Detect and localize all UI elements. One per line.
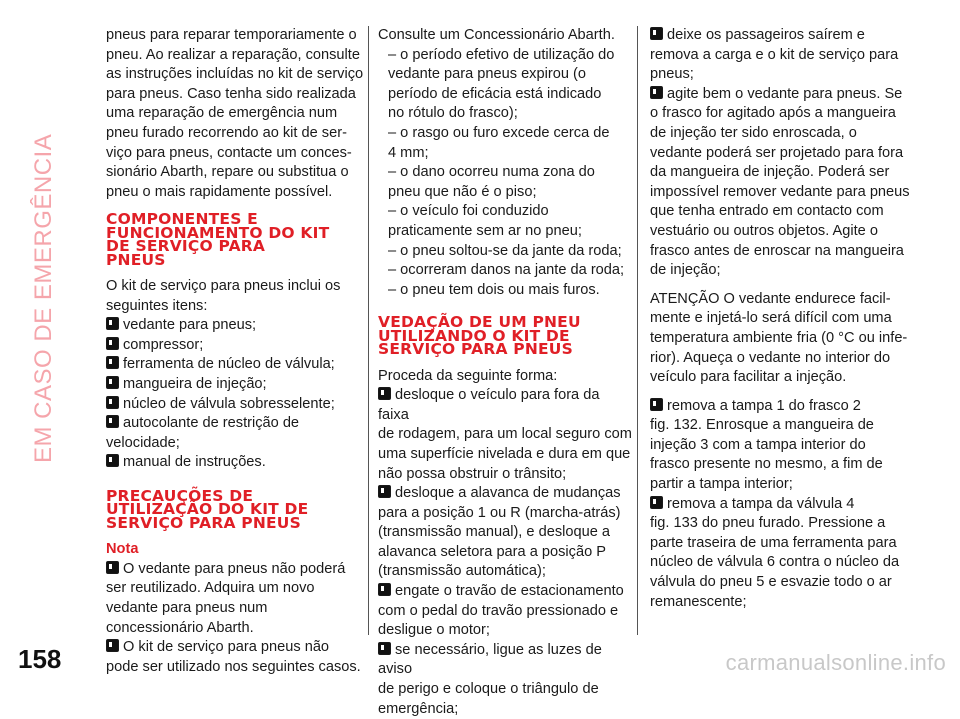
text-line: fig. 133 do pneu furado. Pressione a — [650, 515, 886, 532]
text-line: válvula do pneu 5 e esvazie todo o ar — [650, 574, 892, 591]
list-item-text: compressor; — [123, 336, 204, 353]
heading-line: COMPONENTES E — [106, 210, 258, 229]
checkbox-bullet-icon — [106, 337, 119, 350]
list-item-text: núcleo de válvula sobresselente; — [123, 395, 335, 412]
checkbox-bullet-icon — [106, 561, 119, 574]
text-line: O kit de serviço para pneus inclui os — [106, 277, 341, 294]
text-line: – o pneu tem dois ou mais furos. — [388, 281, 600, 298]
text-line: – o rasgo ou furo excede cerca de — [388, 124, 610, 141]
text-line: período de eficácia está indicado — [388, 85, 602, 102]
text-line: o frasco for agitado após a mangueira — [650, 105, 896, 122]
heading-precautions — [106, 486, 364, 532]
heading-line: PRECAUÇÕES DE — [106, 486, 254, 505]
text-line: Consulte um Concessionário Abarth. — [378, 27, 615, 43]
checkbox-bullet-icon — [650, 496, 663, 509]
text-line: (transmissão automática); — [378, 563, 546, 580]
column-divider-1 — [368, 26, 369, 635]
intro-paragraph — [106, 26, 364, 202]
text-line: da mangueira de injeção. Poderá ser — [650, 164, 890, 181]
list-item — [106, 560, 364, 580]
list-item — [650, 495, 930, 515]
list-item-text: agite bem o vedante para pneus. Se — [667, 85, 903, 102]
text-line: – o veículo foi conduzido — [388, 203, 549, 220]
checkbox-bullet-icon — [650, 398, 663, 411]
text-line: uma reparação de emergência num — [106, 105, 338, 122]
checkbox-bullet-icon — [106, 356, 119, 369]
text-line: Proceda da seguinte forma: — [378, 367, 558, 384]
text-line: frasco antes de enroscar na mangueira — [650, 242, 904, 259]
list-item-text: manual de instruções. — [123, 454, 266, 471]
list-item — [106, 395, 364, 415]
text-line: pode ser utilizado nos seguintes casos. — [106, 658, 361, 675]
list-item-text: O vedante para pneus não poderá — [123, 560, 346, 577]
list-item-text: se necessário, ligue as luzes de aviso — [378, 641, 602, 678]
list-item — [650, 26, 930, 46]
text-line: fig. 132. Enrosque a mangueira de — [650, 417, 874, 434]
text-line: rior). Aqueça o vedante no interior do — [650, 349, 891, 366]
text-line: não possa obstruir o trânsito; — [378, 465, 567, 482]
list-item-text: remova a tampa 1 do frasco 2 — [667, 397, 861, 414]
list-item-text: O kit de serviço para pneus não — [123, 639, 330, 656]
text-line: as instruções incluídas no kit de serviço — [106, 66, 364, 83]
text-line: concessionário Abarth. — [106, 619, 254, 636]
text-line: temperatura ambiente fria (0 °C ou infe- — [650, 329, 908, 346]
text-line: frasco presente no mesmo, a fim de — [650, 456, 883, 473]
heading-line: PNEUS — [106, 250, 166, 269]
text-line: ser reutilizado. Adquira um novo — [106, 580, 315, 597]
list-item — [106, 638, 364, 658]
list-item-text: deixe os passageiros saírem e — [667, 27, 865, 43]
dash-item — [378, 46, 633, 124]
column-2 — [378, 26, 633, 719]
checkbox-bullet-icon — [106, 639, 119, 652]
list-item — [106, 414, 364, 434]
heading-kit-components — [106, 210, 364, 269]
text-line: viço para pneus, contacte um conces- — [106, 144, 352, 161]
text-line: núcleo de válvula 6 contra o núcleo da — [650, 554, 900, 571]
text-line: de injeção ter sido enroscada, o — [650, 124, 857, 141]
list-item — [378, 582, 633, 602]
text-line: velocidade; — [106, 434, 180, 451]
text-line: com o pedal do travão pressionado e — [378, 602, 619, 619]
list-item-text: autocolante de restrição de — [123, 415, 300, 432]
text-line: – o período efetivo de utilização do — [388, 46, 615, 63]
steps-b — [650, 397, 930, 613]
text-line: praticamente sem ar no pneu; — [388, 222, 582, 239]
list-item-text: mangueira de injeção; — [123, 375, 267, 392]
nota-list — [106, 560, 364, 678]
text-line: uma superfície nivelada e dura em que — [378, 445, 631, 462]
text-line: pneus; — [650, 66, 694, 83]
list-item-text: vedante para pneus; — [123, 317, 257, 334]
text-line: ATENÇÃO O vedante endurece facil- — [650, 290, 891, 307]
page-number: 158 — [18, 644, 62, 674]
text-line: 4 mm; — [388, 144, 429, 161]
text-line: (transmissão manual), e desloque a — [378, 524, 610, 541]
column-3 — [650, 26, 930, 612]
checkbox-bullet-icon — [378, 387, 391, 400]
checkbox-bullet-icon — [106, 396, 119, 409]
text-line: pneu que não é o piso; — [388, 183, 537, 200]
heading-line: VEDAÇÃO DE UM PNEU — [378, 313, 581, 332]
heading-line: DE SERVIÇO PARA — [106, 237, 266, 256]
list-item-text: ferramenta de núcleo de válvula; — [123, 356, 335, 373]
text-line: – ocorreram danos na jante da roda; — [388, 262, 625, 279]
heading-sealing — [378, 313, 633, 359]
text-line: – o pneu soltou-se da jante da roda; — [388, 242, 622, 259]
dash-item — [378, 124, 633, 163]
text-line: remanescente; — [650, 593, 747, 610]
watermark: carmanualsonline.info — [725, 650, 946, 675]
text-line: pneus para reparar temporariamente o — [106, 27, 357, 43]
list-item — [106, 375, 364, 395]
checkbox-bullet-icon — [106, 454, 119, 467]
text-line: impossível remover vedante para pneus — [650, 183, 910, 200]
list-item-text: desloque o veículo para fora da faixa — [378, 387, 600, 423]
text-line: para pneus. Caso tenha sido realizada — [106, 85, 356, 102]
heading-line: SERVIÇO PARA PNEUS — [378, 340, 573, 359]
text-line: mente e injetá-lo será difícil com uma — [650, 310, 892, 327]
list-item — [378, 484, 633, 504]
heading-line: UTILIZAÇÃO DO KIT DE — [106, 500, 309, 519]
text-line: de perigo e coloque o triângulo de — [378, 681, 599, 698]
text-line: vedante para pneus expirou (o — [388, 66, 586, 83]
text-line: sionário Abarth, repare ou substitua o — [106, 164, 349, 181]
list-item — [106, 316, 364, 336]
dash-item — [378, 261, 633, 281]
section-side-title-text: EM CASO DE EMERGÊNCIA — [30, 133, 57, 463]
heading-line: FUNCIONAMENTO DO KIT — [106, 223, 330, 242]
nota-label: Nota — [106, 541, 139, 558]
text-line: vedante para pneus num — [106, 599, 268, 616]
checkbox-bullet-icon — [378, 642, 391, 655]
text-line: alavanca seletora para a posição P — [378, 543, 606, 560]
checkbox-bullet-icon — [106, 415, 119, 428]
dash-item — [378, 163, 633, 202]
text-line: vedante poderá ser projetado para fora — [650, 144, 904, 161]
procedure-steps — [378, 386, 633, 719]
text-line: para a posição 1 ou R (marcha-atrás) — [378, 504, 621, 521]
list-item — [378, 641, 633, 680]
checkbox-bullet-icon — [106, 317, 119, 330]
heading-line: UTILIZANDO O KIT DE — [378, 326, 570, 345]
list-item-text: desloque a alavanca de mudanças — [395, 485, 621, 502]
text-line: no rótulo do frasco); — [388, 105, 518, 122]
dash-item — [378, 281, 633, 301]
dash-item — [378, 242, 633, 262]
checkbox-bullet-icon — [378, 485, 391, 498]
list-item — [106, 355, 364, 375]
list-item-text: remova a tampa da válvula 4 — [667, 495, 855, 512]
text-line: pneu furado recorrendo ao kit de ser- — [106, 124, 347, 141]
exclusion-list — [378, 46, 633, 301]
list-item — [106, 336, 364, 356]
attention-note — [650, 290, 930, 388]
text-line: seguintes itens: — [106, 297, 208, 314]
column-divider-2 — [637, 26, 638, 635]
text-line: veículo para facilitar a injeção. — [650, 369, 847, 386]
text-line: injeção 3 com a tampa interior do — [650, 436, 866, 453]
list-item — [378, 386, 633, 425]
checkbox-bullet-icon — [650, 86, 663, 99]
list-item — [650, 397, 930, 417]
text-line: pneu o mais rapidamente possível. — [106, 183, 333, 200]
kit-items-list — [106, 277, 364, 473]
list-item — [650, 85, 930, 105]
list-item — [106, 453, 364, 473]
column-1 — [106, 26, 364, 677]
text-line: de rodagem, para um local seguro com — [378, 426, 632, 443]
text-line: de injeção; — [650, 262, 721, 279]
text-line: parte traseira de uma ferramenta para — [650, 534, 897, 551]
dash-item — [378, 202, 633, 241]
text-line: – o dano ocorreu numa zona do — [388, 164, 595, 181]
text-line: pneu. Ao realizar a reparação, consulte — [106, 46, 360, 63]
steps-a — [650, 26, 930, 281]
checkbox-bullet-icon — [106, 376, 119, 389]
checkbox-bullet-icon — [378, 583, 391, 596]
text-line: desligue o motor; — [378, 622, 490, 639]
checkbox-bullet-icon — [650, 27, 663, 40]
text-line: emergência; — [378, 700, 459, 717]
text-line: remova a carga e o kit de serviço para — [650, 46, 899, 63]
text-line: partir a tampa interior; — [650, 476, 793, 493]
text-line: que tenha entrado em contacto com — [650, 203, 884, 220]
text-line: vestuário ou outros objetos. Agite o — [650, 222, 878, 239]
heading-line: SERVIÇO PARA PNEUS — [106, 513, 301, 532]
list-item-text: engate o travão de estacionamento — [395, 583, 624, 600]
